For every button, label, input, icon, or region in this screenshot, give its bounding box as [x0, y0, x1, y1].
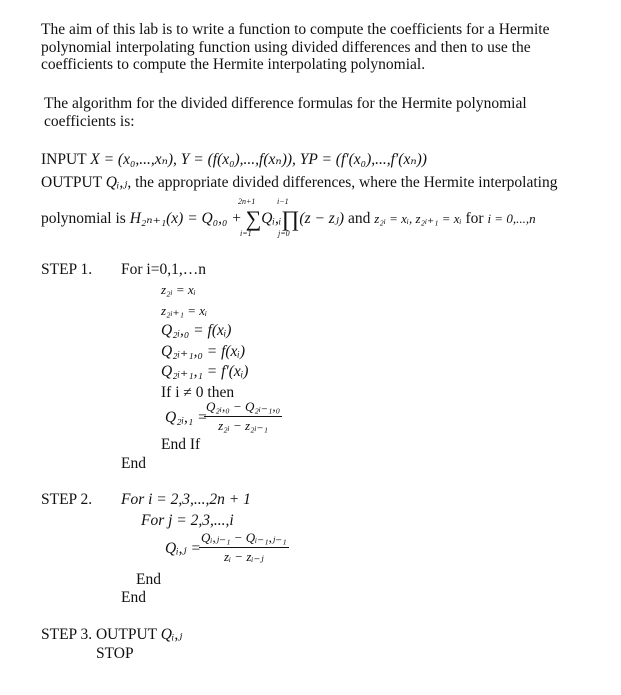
poly-formula: H₂ₙ₊₁(x) = Q₀,₀ +	[129, 210, 242, 227]
step1-fraction-den: z₂ᵢ − z₂ᵢ₋₁	[218, 418, 269, 433]
step1-end-if: End If	[161, 436, 201, 453]
step2-for-j: For j = 2,3,...,i	[141, 512, 234, 529]
step1-if: If i ≠ 0 then	[161, 384, 235, 401]
step1-fraction	[204, 399, 282, 434]
sum-lower: i=1	[240, 229, 252, 238]
intro-paragraph-1: The aim of this lab is to write a function to compute the coefficients for a Hermite polynomial interpolating function using divided differences and then to use the coefficients to compute the Hermite interpolating polynomial.	[41, 21, 550, 73]
fraction-bar	[199, 547, 289, 548]
step2-fraction	[199, 530, 289, 565]
step3-label: STEP 3. OUTPUT	[41, 626, 157, 643]
input-x: X = (x₀,...,xₙ),	[90, 151, 177, 168]
step2-end-inner: End	[136, 571, 161, 588]
step2-fraction-num: Qᵢ,ⱼ₋₁ − Qᵢ₋₁,ⱼ₋₁	[201, 530, 287, 545]
step2-for-i: For i = 2,3,...,2n + 1	[121, 491, 251, 508]
step3-stop: STOP	[96, 645, 134, 662]
step1-fraction-num: Q₂ᵢ,₀ − Q₂ᵢ₋₁,₀	[206, 399, 281, 414]
intro-paragraph-2: The algorithm for the divided difference formulas for the Hermite polynomial coefficients is:	[44, 95, 527, 130]
polynomial-line	[41, 206, 536, 231]
step1-q-lhs: Q₂ᵢ,₁ =	[165, 409, 208, 426]
step3-line	[41, 626, 182, 643]
fraction-bar	[204, 416, 282, 417]
step1-line-4: Q₂ᵢ₊₁,₀ = f(xᵢ)	[161, 343, 246, 360]
step1-line-5: Q₂ᵢ₊₁,₁ = f′(xᵢ)	[161, 363, 249, 380]
product-symbol: ∏	[281, 206, 300, 231]
input-line	[41, 151, 427, 168]
sum-symbol: ∑	[245, 206, 262, 231]
z-def: z₂ᵢ = xᵢ, z₂ᵢ₊₁ = xᵢ	[374, 211, 462, 226]
poly-factor: (z − zⱼ)	[299, 210, 345, 227]
input-label: INPUT	[41, 151, 87, 168]
input-yp: YP = (f′(x₀),...,f′(xₙ))	[299, 151, 427, 168]
step3-q: Qᵢ,ⱼ	[160, 626, 183, 643]
prod-lower: j=0	[278, 229, 290, 238]
output-line	[41, 174, 557, 191]
step1-line-2: z₂ᵢ₊₁ = xᵢ	[161, 303, 208, 318]
step2-end-outer: End	[121, 589, 146, 606]
step1-for: For i=0,1,…n	[121, 261, 206, 278]
output-label: OUTPUT	[41, 174, 102, 191]
step2-fraction-den: zᵢ − zᵢ₋ⱼ	[223, 549, 264, 564]
for-text: for	[465, 210, 484, 227]
sum-upper: 2n+1	[238, 197, 256, 206]
step1-label: STEP 1.	[41, 261, 93, 278]
range: i = 0,...,n	[487, 211, 536, 226]
step2-q-lhs: Qᵢ,ⱼ =	[165, 540, 201, 557]
input-y: Y = (f(x₀),...,f(xₙ)),	[180, 151, 296, 168]
output-q: Qᵢ,ⱼ	[105, 174, 128, 191]
poly-term: Qᵢ,ᵢ	[261, 210, 282, 227]
output-text: , the appropriate divided differences, where the Hermite interpolating	[127, 174, 558, 191]
step1-end: End	[121, 455, 146, 472]
prod-upper: i−1	[277, 197, 289, 206]
step1-line-3: Q₂ᵢ,₀ = f(xᵢ)	[161, 322, 232, 339]
step2-label: STEP 2.	[41, 491, 93, 508]
and-text: and	[347, 210, 371, 227]
step1-line-1: z₂ᵢ = xᵢ	[161, 282, 196, 297]
poly-text: polynomial is	[41, 210, 126, 227]
